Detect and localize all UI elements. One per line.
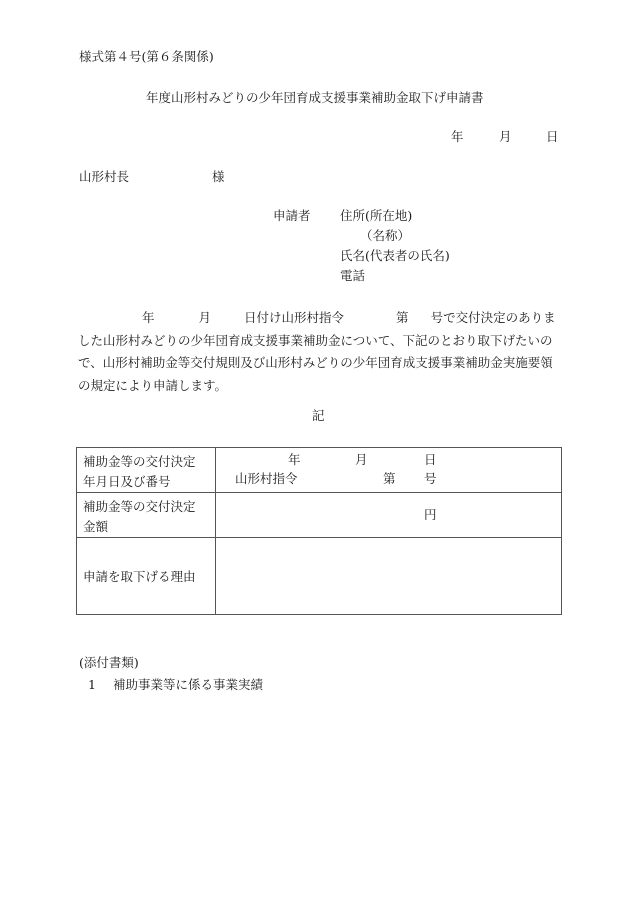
cell-number-prefix: 第	[383, 471, 396, 486]
applicant-org-name-label: （名称）	[360, 228, 411, 243]
applicant-address-label: 住所(所在地)	[340, 208, 413, 223]
decision-amount-cell[interactable]	[216, 493, 562, 538]
table-row-decision-amount	[77, 493, 562, 538]
decision-date-label-line2: 年月日及び番号	[83, 474, 171, 489]
reason-cell[interactable]	[216, 538, 562, 615]
reason-label-text: 申請を取下げる理由	[83, 569, 196, 584]
cell-order-label: 山形村指令	[235, 471, 298, 486]
date-day-label: 日	[546, 129, 559, 144]
date-year-label: 年	[451, 129, 464, 144]
decision-amount-label-line1: 補助金等の交付決定	[83, 499, 196, 514]
addressee-honorific: 様	[212, 169, 225, 184]
cell-day-label: 日	[424, 452, 437, 467]
yen-unit-label: 円	[424, 507, 437, 522]
decision-date-label-line1: 補助金等の交付決定	[83, 454, 196, 469]
decision-date-cell[interactable]	[216, 448, 562, 493]
ki-heading: 記	[312, 408, 325, 423]
cell-month-label: 月	[355, 452, 368, 467]
table-row-reason	[77, 538, 562, 615]
document-title: 年度山形村みどりの少年団育成支援事業補助金取下げ申請書	[146, 90, 484, 105]
application-table	[76, 447, 562, 615]
request-body	[78, 307, 560, 397]
decision-date-label	[77, 448, 216, 493]
attachments-heading: (添付書類)	[79, 655, 139, 670]
cell-year-label: 年	[288, 452, 301, 467]
table-row-decision-date	[77, 448, 562, 493]
cell-number-suffix: 号	[424, 471, 437, 486]
addressee-name: 山形村長	[79, 169, 130, 184]
body-date-suffix: 日付け山形村指令	[244, 310, 345, 325]
body-rest: 号で交付決定のありました山形村みどりの少年団育成支援事業補助金について、下記のとおり取下げたいので、山形村補助金等交付規則及び山形村みどりの少年団育成支援事業補助金実施要領の規定により申請します。	[78, 310, 556, 393]
body-number-prefix: 第	[396, 310, 409, 325]
decision-amount-label	[77, 493, 216, 538]
applicant-label: 申請者	[273, 208, 311, 223]
form-number: 様式第４号(第６条関係)	[79, 49, 214, 64]
body-month: 月	[198, 310, 212, 325]
date-month-label: 月	[499, 129, 512, 144]
attachment-item-number: 1	[88, 677, 96, 692]
reason-label	[77, 538, 216, 615]
applicant-name-label: 氏名(代表者の氏名)	[340, 248, 450, 263]
body-year: 年	[142, 310, 155, 325]
applicant-phone-label: 電話	[340, 268, 366, 283]
decision-amount-label-line2: 金額	[83, 519, 109, 534]
attachment-item-text: 補助事業等に係る事業実績	[113, 677, 264, 692]
